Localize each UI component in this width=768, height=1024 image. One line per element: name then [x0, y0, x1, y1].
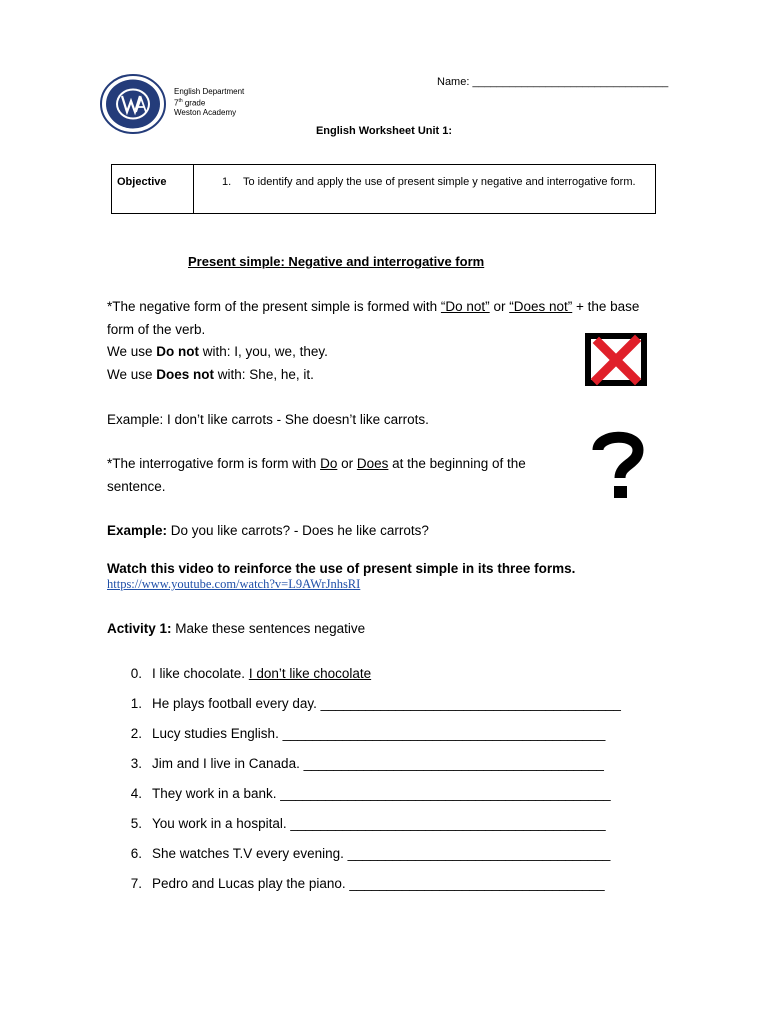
question-mark-icon	[588, 428, 648, 502]
school-name: Weston Academy	[174, 107, 237, 117]
example-answer: I don’t like chocolate	[248, 666, 372, 681]
objective-text: To identify and apply the use of present simple y negative and interrogative form.	[243, 176, 636, 188]
negative-rule-line2: form of the verb.	[107, 322, 206, 337]
negative-use-does-not: We use Does not with: She, he, it.	[107, 367, 314, 382]
objective-number: 1.	[222, 176, 232, 188]
video-instruction: Watch this video to reinforce the use of present simple in its three forms.	[107, 561, 576, 576]
activity-heading: Activity 1: Make these sentences negative	[107, 621, 366, 636]
example-interrogative: Example: Do you like carrots? - Does he like carrots?	[107, 523, 429, 538]
objective-label: Objective	[112, 165, 194, 213]
example-negative: Example: I don’t like carrots - She doesn’t like carrots.	[107, 412, 429, 427]
name-field[interactable]: Name: ________________________________	[437, 76, 669, 88]
video-link[interactable]: https://www.youtube.com/watch?v=L9AWrJnhsRI	[107, 577, 361, 591]
negative-rule-line1: *The negative form of the present simple is formed with “Do not” or “Does not” + the base	[107, 299, 640, 314]
objective-table	[111, 164, 656, 214]
department-name: English Department	[174, 87, 245, 96]
department-info	[174, 87, 244, 117]
negative-use-do-not: We use Do not with: I, you, we, they.	[107, 344, 328, 359]
interrogative-rule-line2: sentence.	[107, 479, 166, 494]
red-cross-icon	[585, 333, 647, 386]
grade-label: 7th grade	[174, 97, 206, 108]
section-title: Present simple: Negative and interrogative form	[188, 254, 485, 269]
worksheet-title: English Worksheet Unit 1:	[315, 125, 453, 137]
interrogative-rule-line1: *The interrogative form is form with Do or Does at the beginning of the	[107, 456, 526, 471]
